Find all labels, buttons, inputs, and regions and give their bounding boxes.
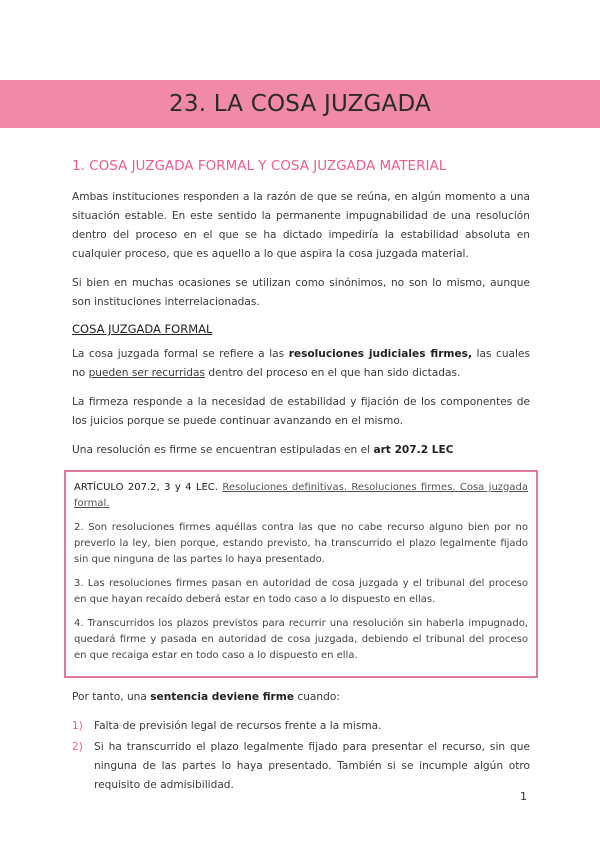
page-title: 23. LA COSA JUZGADA	[169, 91, 431, 117]
paragraph: Ambas instituciones responden a la razón de que se reúna, en algún momento a una situación estable. En este sentido la permanente impugnabilidad de una resolución dentro del proceso en el que se ha dictado impediría la estabilidad absoluta en cualquier proceso, que es aquello a lo que aspira la cosa juzgada material.	[72, 191, 530, 260]
list-item	[72, 717, 530, 736]
paragraph	[72, 441, 530, 460]
article-subject: Resoluciones definitivas. Resoluciones firmes. Cosa juzgada formal.	[74, 482, 528, 509]
list-item	[72, 738, 530, 795]
bold-term: resoluciones judiciales firmes,	[288, 348, 472, 360]
article-ref: ARTÍCULO 207.2, 3 y 4 LEC.	[74, 482, 223, 493]
paragraph	[72, 345, 530, 383]
article-paragraph: 3. Las resoluciones firmes pasan en autoridad de cosa juzgada y el tribunal del proceso en que hayan recaído deberá estar en todo caso a lo dispuesto en ellas.	[74, 578, 528, 605]
bold-term: sentencia deviene firme	[150, 691, 295, 703]
article-quote-box	[64, 470, 538, 678]
list-number: 2)	[72, 741, 83, 753]
page-number: 1	[520, 790, 527, 803]
text-run: Por tanto, una	[72, 691, 151, 703]
text-run: La cosa juzgada formal se refiere a las	[72, 348, 289, 360]
paragraph: Si bien en muchas ocasiones se utilizan como sinónimos, no son lo mismo, aunque son instituciones interrelacionadas.	[72, 277, 530, 308]
document-body	[72, 158, 530, 797]
conditions-list	[72, 717, 530, 795]
paragraph: La firmeza responde a la necesidad de estabilidad y fijación de los componentes de los juicios porque se puede continuar avanzando en el mismo.	[72, 396, 530, 427]
title-band	[0, 80, 600, 128]
bold-term: art 207.2 LEC	[373, 444, 454, 456]
article-title	[74, 480, 528, 512]
text-run: Una resolución es firme se encuentran estipuladas en el	[72, 444, 374, 456]
underlined-term: pueden ser recurridas	[88, 367, 206, 379]
article-paragraph: 4. Transcurridos los plazos previstos para recurrir una resolución sin haberla impugnado, quedará firme y pasada en autoridad de cosa juzgada, debiendo el tribunal del proceso en que recaiga estar en todo caso a lo dispuesto en ella.	[74, 618, 528, 661]
subsection-heading: COSA JUZGADA FORMAL	[72, 322, 213, 336]
text-run: dentro del proceso en el que han sido dictadas.	[205, 367, 461, 379]
list-number: 1)	[72, 720, 83, 732]
list-text: Falta de previsión legal de recursos frente a la misma.	[94, 720, 382, 732]
paragraph	[72, 688, 530, 707]
article-paragraph: 2. Son resoluciones firmes aquéllas contra las que no cabe recurso alguno bien por no preverlo la ley, bien porque, estando previsto, ha transcurrido el plazo legalmente fijado sin que ninguna de las partes lo haya presentado.	[74, 522, 528, 565]
text-run: cuando:	[294, 691, 340, 703]
list-text: Si ha transcurrido el plazo legalmente fijado para presentar el recurso, sin que ninguna de las partes lo haya presentado. También si se incumple algún otro requisito de admisibilidad.	[94, 741, 530, 791]
text-run: las cuales no	[72, 348, 531, 379]
section-heading: 1. COSA JUZGADA FORMAL Y COSA JUZGADA MATERIAL	[72, 158, 447, 174]
